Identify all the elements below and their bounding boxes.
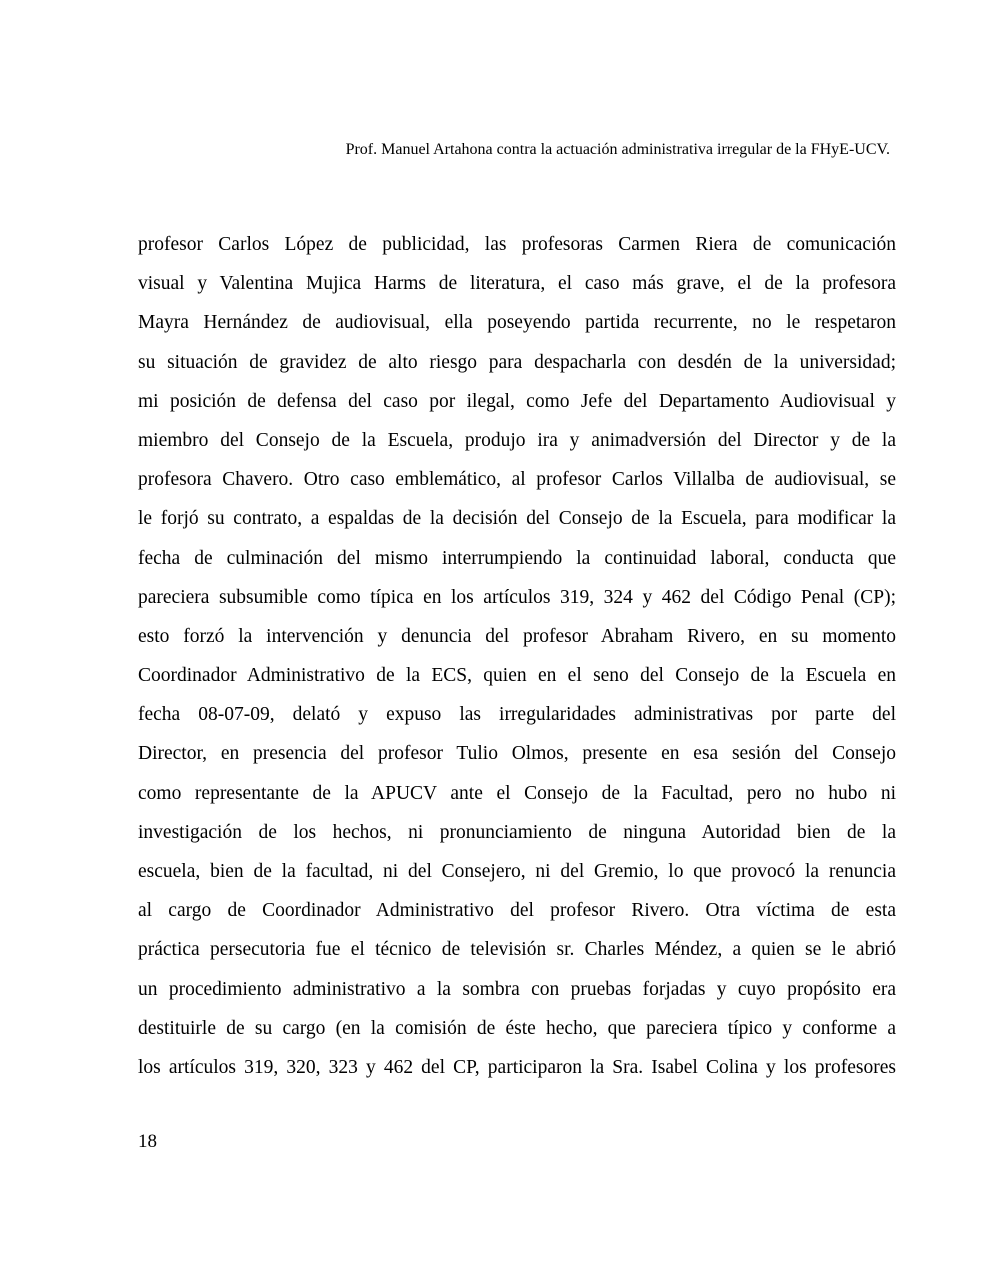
body-line: mi posición de defensa del caso por ilegal, como Jefe del Departamento Audiovisual y bbox=[138, 390, 896, 412]
body-line: al cargo de Coordinador Administrativo del profesor Rivero. Otra víctima de esta bbox=[138, 900, 896, 922]
body-paragraph bbox=[138, 225, 896, 1087]
body-line: fecha de culminación del mismo interrumpiendo la continuidad laboral, conducta que bbox=[138, 547, 896, 569]
body-line: pareciera subsumible como típica en los artículos 319, 324 y 462 del Código Penal (CP); bbox=[138, 586, 896, 608]
body-line: esto forzó la intervención y denuncia del profesor Abraham Rivero, en su momento bbox=[138, 625, 896, 647]
body-line: un procedimiento administrativo a la sombra con pruebas forjadas y cuyo propósito era bbox=[138, 978, 896, 1000]
body-line: como representante de la APUCV ante el Consejo de la Facultad, pero no hubo ni bbox=[138, 782, 896, 804]
body-line: profesora Chavero. Otro caso emblemático, al profesor Carlos Villalba de audiovisual, se bbox=[138, 469, 896, 491]
body-line: Director, en presencia del profesor Tulio Olmos, presente en esa sesión del Consejo bbox=[138, 743, 896, 765]
running-header: Prof. Manuel Artahona contra la actuación administrativa irregular de la FHyE-UCV. bbox=[345, 141, 890, 158]
body-line: su situación de gravidez de alto riesgo para despacharla con desdén de la universidad; bbox=[138, 351, 896, 373]
page-number: 18 bbox=[138, 1131, 157, 1152]
body-line: destituirle de su cargo (en la comisión de éste hecho, que pareciera típico y conforme a bbox=[138, 1017, 896, 1039]
body-line: le forjó su contrato, a espaldas de la decisión del Consejo de la Escuela, para modificar la bbox=[138, 508, 896, 530]
body-line: profesor Carlos López de publicidad, las profesoras Carmen Riera de comunicación bbox=[138, 234, 896, 255]
body-line: escuela, bien de la facultad, ni del Consejero, ni del Gremio, lo que provocó la renuncia bbox=[138, 861, 896, 882]
body-line: Coordinador Administrativo de la ECS, quien en el seno del Consejo de la Escuela en bbox=[138, 665, 896, 687]
body-line: visual y Valentina Mujica Harms de literatura, el caso más grave, el de la profesora bbox=[138, 273, 896, 295]
body-line: práctica persecutoria fue el técnico de televisión sr. Charles Méndez, a quien se le abrió bbox=[138, 939, 896, 961]
body-line: miembro del Consejo de la Escuela, produjo ira y animadversión del Director y de la bbox=[138, 429, 896, 451]
body-line: Mayra Hernández de audiovisual, ella poseyendo partida recurrente, no le respetaron bbox=[138, 312, 896, 334]
body-line: investigación de los hechos, ni pronunciamiento de ninguna Autoridad bien de la bbox=[138, 821, 896, 843]
body-line: los artículos 319, 320, 323 y 462 del CP, participaron la Sra. Isabel Colina y los profesores bbox=[138, 1056, 896, 1078]
body-line: fecha 08-07-09, delató y expuso las irregularidades administrativas por parte del bbox=[138, 704, 896, 726]
